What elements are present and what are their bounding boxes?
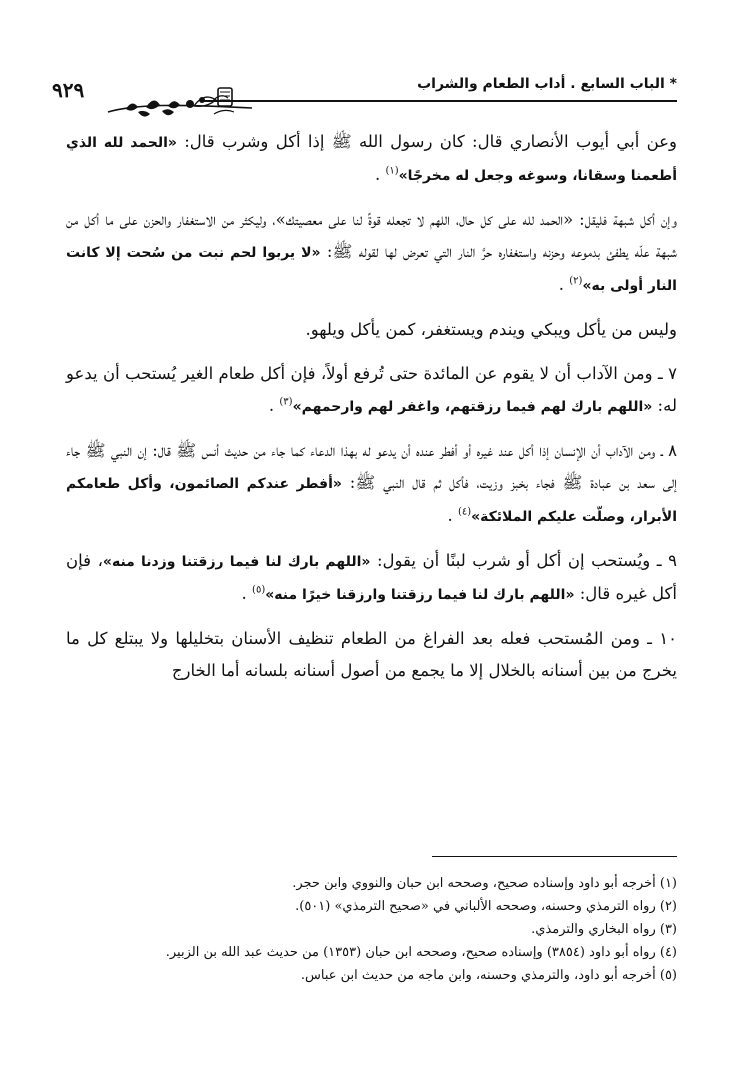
footnote-marker: (٤) bbox=[457, 506, 472, 518]
floral-ornament-icon bbox=[106, 82, 254, 122]
paragraph bbox=[66, 126, 677, 192]
paragraph-text: . bbox=[374, 165, 386, 184]
paragraph-text: . bbox=[268, 396, 280, 415]
footnote-item: (٥) أخرجه أبو داود، والترمذي وحسنه، وابن ماجه من حديث ابن عباس. bbox=[300, 968, 677, 983]
hadith-quote: «الحمد لله الذي أطعمنا وسقانا، وسوغه وجعل له مخرجًا» bbox=[66, 135, 677, 184]
paragraph-text: ٧ ـ ومن الآداب أن لا يقوم عن المائدة حتى تُرفع أولاً، فإن أكل طعام الغير يُستحب أن يدعو له: bbox=[66, 364, 677, 415]
page-number: ٩٢٩ bbox=[52, 78, 85, 102]
paragraph-text: ١٠ ـ ومن المُستحب فعله بعد الفراغ من الطعام تنظيف الأسنان بتخليلها ولا يبتلع كل ما يخرج من بين أسنانه بالخلال إلا ما يجمع من أصول أسنانه بلسانه أما الخارج bbox=[66, 629, 677, 680]
footnote-separator bbox=[432, 856, 677, 857]
footnote-list bbox=[66, 872, 677, 987]
paragraph bbox=[66, 435, 677, 533]
paragraph-text: وإن أكل شبهة فليقل: «الحمد لله على كل حال، اللهم لا تجعله قوةً لنا على معصيتك»، وليكثر من الاستغفار والحزن على ما أكل من شبهة علّه يطفئ بدموعه وحزنه واستغفاره حرَّ النار التي تعرض لها لقوله ﷺ: bbox=[66, 210, 677, 261]
paragraph-text: وليس من يأكل ويبكي ويندم ويستغفر، كمن يأكل ويلهو. bbox=[305, 320, 677, 339]
paragraph-text: . bbox=[241, 584, 253, 603]
footnote-item: (٣) رواه البخاري والترمذي. bbox=[531, 922, 677, 937]
footnote-marker: (٣) bbox=[279, 396, 293, 408]
footnote-item: (١) أخرجه أبو داود وإسناده صحيح، وصححه ابن حبان والنووي وابن حجر. bbox=[292, 876, 677, 891]
paragraph-text: وعن أبي أيوب الأنصاري قال: كان رسول الله ﷺ إذا أكل وشرب قال: bbox=[176, 132, 677, 151]
header-rule bbox=[202, 100, 677, 102]
paragraph bbox=[66, 358, 677, 423]
page-header bbox=[52, 76, 677, 120]
main-text bbox=[66, 126, 677, 699]
paragraph-text: ، فإن أكل غيره قال: bbox=[66, 551, 677, 603]
hadith-quote: «لا يربوا لحم نبت من سُحت إلا كانت النار أولى به» bbox=[66, 245, 677, 294]
chapter-title: * الباب السابع . أداب الطعام والشراب bbox=[417, 76, 677, 92]
paragraph-text: . bbox=[447, 506, 458, 525]
hadith-quote: «اللهم بارك لنا فيما رزقتنا وارزقنا خيرًا منه» bbox=[265, 587, 575, 603]
hadith-quote: «أفطر عندكم الصائمون، وأكل طعامكم الأبرار، وصلّت عليكم الملائكة» bbox=[66, 476, 677, 525]
paragraph bbox=[66, 623, 677, 687]
footnote-marker: (٥) bbox=[252, 584, 266, 596]
paragraph-text: ٩ ـ ويُستحب إن أكل أو شرب لبنًا أن يقول: bbox=[370, 551, 677, 570]
footnote-item: (٢) رواه الترمذي وحسنه، وصححه الألباني في «صحيح الترمذي» (٥٠١). bbox=[295, 899, 677, 914]
hadith-quote: «اللهم بارك لنا فيما رزقتنا وزدنا منه» bbox=[102, 554, 371, 570]
footnote-marker: (١) bbox=[385, 165, 399, 177]
footnote-item: (٤) رواه أبو داود (٣٨٥٤) وإسناده صحيح، وصححه ابن حبان (١٣٥٣) من حديث عبد الله بن الزبير. bbox=[165, 945, 677, 960]
paragraph bbox=[66, 314, 677, 346]
paragraph bbox=[66, 204, 677, 302]
paragraph bbox=[66, 545, 677, 611]
paragraph-text: ٨ ـ ومن الآداب أن الإنسان إذا أكل عند غيره أو أفطر عنده أن يدعو له بهذا الدعاء كما جاء من حديث أنس ﷺ قال: إن النبي ﷺ جاء إلى سعد بن عبادة ﷺ فجاء بخبز وزيت، فأكل ثم قال النبي ﷺ: bbox=[66, 441, 677, 492]
hadith-quote: «اللهم بارك لهم فيما رزقتهم، واغفر لهم وارحمهم» bbox=[292, 399, 653, 415]
paragraph-text: . bbox=[558, 275, 570, 294]
footnote-marker: (٢) bbox=[569, 275, 583, 287]
